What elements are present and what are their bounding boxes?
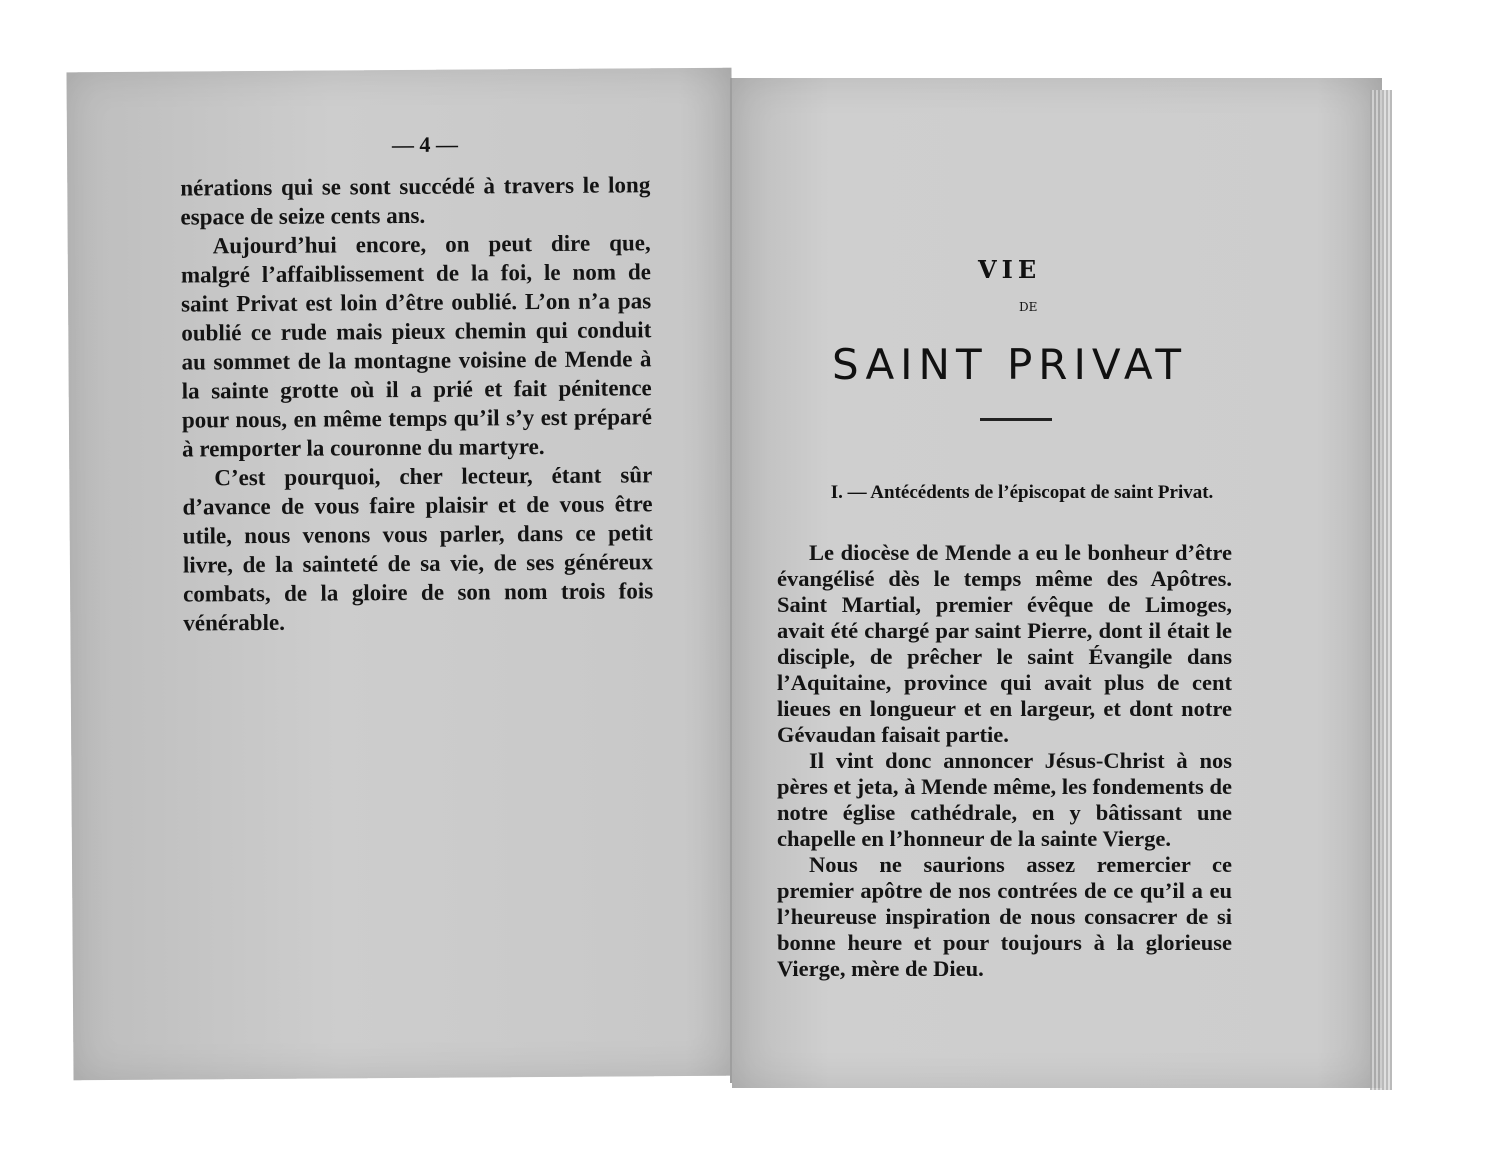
paragraph: Il vint donc annoncer Jésus-Christ à nos pères et jeta, à Mende même, les fondements de notre église cathédrale, en y bâtissant une chapelle en l’honneur de la sainte Vierge. xyxy=(777,748,1232,851)
left-page xyxy=(66,68,738,1081)
title-rule xyxy=(980,418,1052,421)
right-page-text xyxy=(777,540,1232,982)
right-page xyxy=(732,78,1382,1088)
page-number: — 4 — xyxy=(391,131,459,158)
left-page-text xyxy=(180,170,653,637)
open-booklet xyxy=(70,70,1390,1110)
paragraph: Le diocèse de Mende a eu le bonheur d’être évangélisé dès le temps même des Apôtres. Saint Martial, premier évêque de Limoges, avait été chargé par saint Pierre, dont il était le disciple, de prêcher le saint Évangile dans l’Aquitaine, province qui avait plus de cent lieues en longueur et en largeur, et dont notre Gévaudan faisait partie. xyxy=(777,540,1232,747)
section-heading: I. — Antécédents de l’épiscopat de saint Privat. xyxy=(830,482,1214,503)
paragraph: C’est pourquoi, cher lecteur, étant sûr d’avance de vous faire plaisir et de vous être utile, nous venons vous parler, dans ce petit livre, de la sainteté de sa vie, de ses généreux combats, de la gloire de son nom trois fois vénérable. xyxy=(182,462,654,636)
main-title: SAINT PRIVAT xyxy=(832,340,1188,389)
paragraph: Nous ne saurions assez remercier ce premier apôtre de nos contrées de ce qu’il a eu l’heureuse inspiration de nous consacrer de si bonne heure et pour toujours à la glorieuse Vierge, mère de Dieu. xyxy=(777,852,1232,981)
title-de: DE xyxy=(1019,300,1038,314)
page-edges xyxy=(1370,90,1392,1090)
paragraph: Aujourd’hui encore, on peut dire que, malgré l’affaiblissement de la foi, le nom de saint Privat est loin d’être oublié. L’on n’a pas oublié ce rude mais pieux chemin qui conduit au sommet de la montagne voisine de Mende à la sainte grotte où il a prié et fait pénitence pour nous, en même temps qu’il s’y est préparé à remporter la couronne du martyre. xyxy=(180,230,652,462)
paragraph: nérations qui se sont succédé à travers le long espace de seize cents ans. xyxy=(180,172,651,230)
title-vie: VIE xyxy=(978,255,1042,284)
